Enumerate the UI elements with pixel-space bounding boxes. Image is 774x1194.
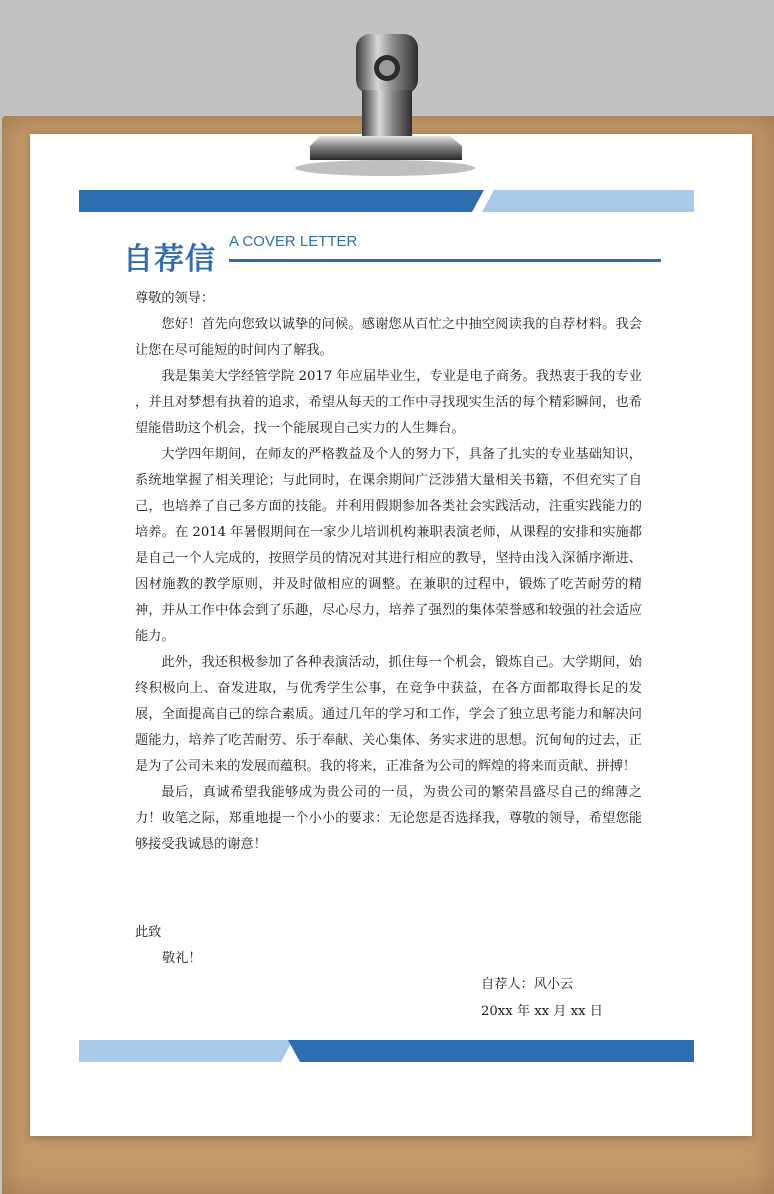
title-underline	[229, 259, 661, 262]
closing-line: 此致	[135, 925, 162, 940]
footer-band-light	[79, 1040, 293, 1062]
page-subtitle: A COVER LETTER	[229, 233, 358, 250]
letter-body	[135, 286, 642, 858]
paragraph-greeting: 您好！首先向您致以诚挚的问候。感谢您从百忙之中抽空阅读我的自荐材料。我会让您在尽可能短的时间内了解我。	[135, 317, 642, 358]
binder-clip-icon	[290, 28, 480, 178]
date-line: 20xx 年 xx 月 xx 日	[481, 1004, 603, 1019]
header-band-light	[482, 190, 694, 212]
salutation: 尊敬的领导：	[135, 291, 215, 306]
footer-band-dark	[288, 1040, 694, 1062]
paragraph-university: 大学四年期间，在师友的严格教益及个人的努力下，具备了扎实的专业基础知识，系统地掌握了相关理论；与此同时，在课余期间广泛涉猎大量相关书籍，不但充实了自己，也培养了自己多方面的技能。并利用假期参加各类社会实践活动，注重实践能力的培养。在 2014 年暑假期间在一家少儿培训机构兼职表演老师，从课程的安排和实施都是自己一个人完成的，按照学员的情况对其进行相应的教导，坚持由浅入深循序渐进、因材施教的教学原则，并及时做相应的调整。在兼职的过程中，锻炼了吃苦耐劳的精神，并从工作中体会到了乐趣，尽心尽力，培养了强烈的集体荣誉感和较强的社会适应能力。	[135, 447, 642, 644]
signer-line: 自荐人：风小云	[481, 977, 574, 992]
paragraph-closing: 最后，真诚希望我能够成为贵公司的一员，为贵公司的繁荣昌盛尽自己的绵薄之力！收笔之际，郑重地提一个小小的要求：无论您是否选择我，尊敬的领导，希望您能够接受我诚恳的谢意！	[135, 785, 642, 852]
page-title: 自荐信	[123, 242, 216, 277]
paragraph-activities: 此外，我还积极参加了各种表演活动，抓住每一个机会，锻炼自己。大学期间，始终积极向上、奋发进取，与优秀学生公事，在竞争中获益，在各方面都取得长足的发展，全面提高自己的综合素质。通过几年的学习和工作，学会了独立思考能力和解决问题能力，培养了吃苦耐劳、乐于奉献、关心集体、务实求进的思想。沉甸甸的过去，正是为了公司未来的发展而蕴积。我的将来，正准备为公司的辉煌的将来而贡献、拼搏！	[135, 655, 642, 774]
paragraph-introduction: 我是集美大学经管学院 2017 年应届毕业生，专业是电子商务。我热衷于我的专业 ，并且对梦想有执着的追求，希望从每天的工作中寻找现实生活的每个精彩瞬间，也希望能借助这个机会，找一个能展现自己实力的人生舞台。	[135, 369, 642, 436]
regards-line: 敬礼！	[162, 951, 202, 966]
header-band-dark	[79, 190, 484, 212]
